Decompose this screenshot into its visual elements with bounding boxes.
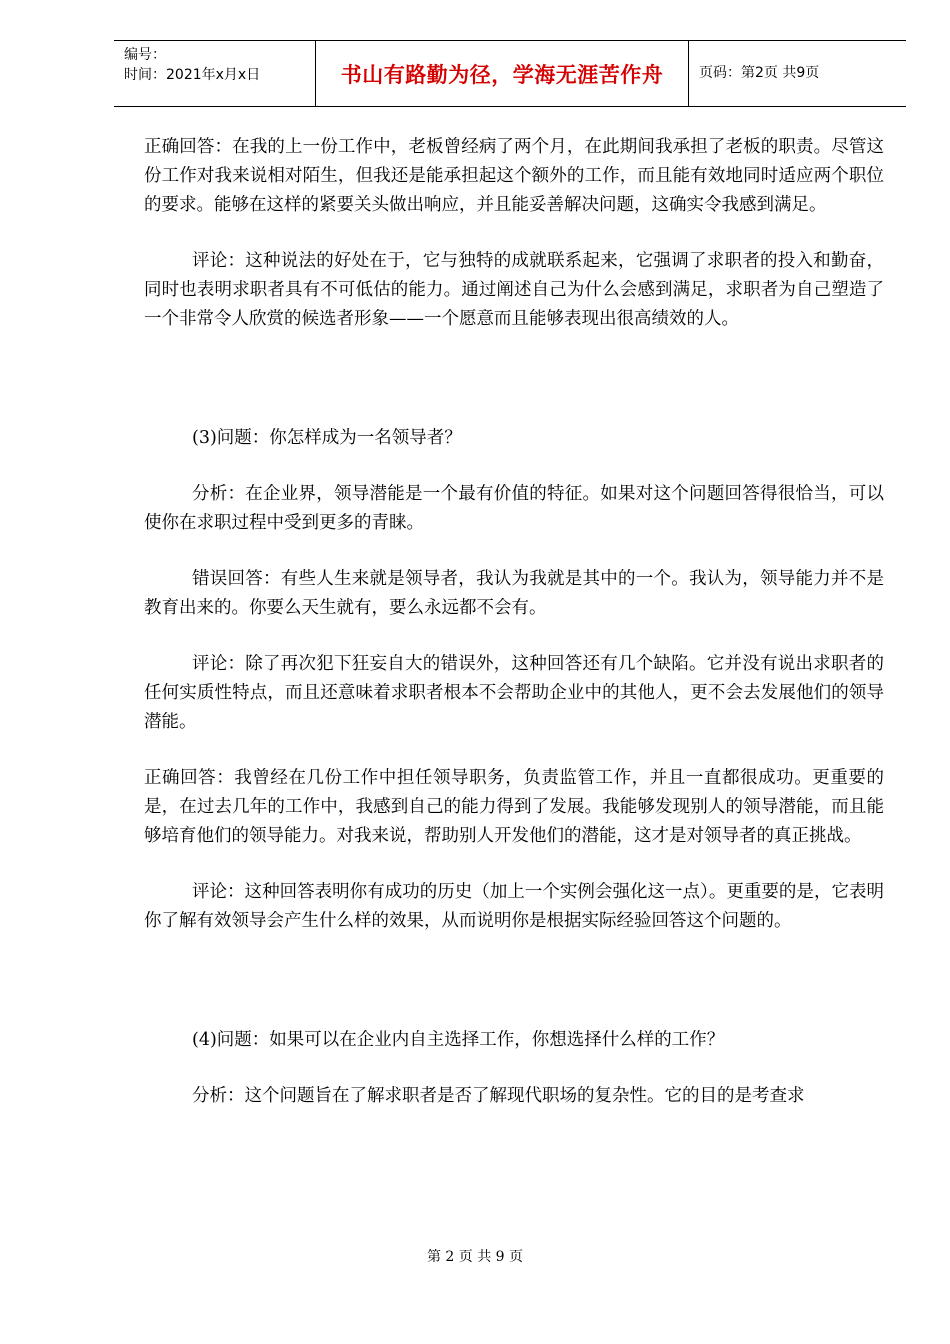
paragraph-comment-3b: 评论：这种回答表明你有成功的历史（加上一个实例会强化这一点）。更重要的是，它表明你了解有效领导会产生什么样的效果，从而说明你是根据实际经验回答这个问题的。 — [144, 882, 884, 931]
document-number-label: 编号： — [124, 47, 166, 63]
document-body — [144, 133, 884, 1111]
page-footer — [0, 1247, 950, 1267]
paragraph-question-3: (3)问题：你怎样成为一名领导者？ — [192, 428, 462, 448]
paragraph-correct-answer-3: 正确回答：我曾经在几份工作中担任领导职务，负责监管工作，并且一直都很成功。更重要的是，在过去几年的工作中，我感到自己的能力得到了发展。我能够发现别人的领导潜能，而且能够培育他们的领导能力。对我来说，帮助别人开发他们的潜能，这才是对领导者的真正挑战。 — [144, 768, 884, 846]
footer-page-number: 第 2 页 共 9 页 — [426, 1249, 524, 1265]
header-motto: 书山有路勤为径，学海无涯苦作舟 — [340, 63, 664, 87]
document-time-label: 时间：2021年x月x日 — [124, 67, 261, 83]
paragraph-wrong-answer-3: 错误回答：有些人生来就是领导者，我认为我就是其中的一个。我认为，领导能力并不是教育出来的。你要么天生就有，要么永远都不会有。 — [144, 569, 884, 618]
header-meta — [124, 45, 260, 85]
paragraph-analysis-3: 分析：在企业界，领导潜能是一个最有价值的特征。如果对这个问题回答得很恰当，可以使你在求职过程中受到更多的青睐。 — [144, 484, 884, 533]
page-header — [114, 40, 906, 107]
paragraph-correct-answer-1: 正确回答：在我的上一份工作中，老板曾经病了两个月，在此期间我承担了老板的职责。尽管这份工作对我来说相对陌生，但我还是能承担起这个额外的工作，而且能有效地同时适应两个职位的要求。能够在这样的紧要关头做出响应，并且能妥善解决问题，这确实令我感到满足。 — [144, 137, 884, 215]
header-motto-cell — [315, 41, 689, 107]
paragraph-analysis-4: 分析：这个问题旨在了解求职者是否了解现代职场的复杂性。它的目的是考查求 — [192, 1086, 805, 1106]
paragraph-comment-3a: 评论：除了再次犯下狂妄自大的错误外，这种回答还有几个缺陷。它并没有说出求职者的任何实质性特点，而且还意味着求职者根本不会帮助企业中的其他人，更不会去发展他们的领导潜能。 — [144, 654, 884, 732]
paragraph-question-4: (4)问题：如果可以在企业内自主选择工作，你想选择什么样的工作？ — [192, 1030, 725, 1050]
paragraph-comment-1: 评论：这种说法的好处在于，它与独特的成就联系起来，它强调了求职者的投入和勤奋，同时也表明求职者具有不可低估的能力。通过阐述自己为什么会感到满足，求职者为自己塑造了一个非常令人欣赏的候选者形象——一个愿意而且能够表现出很高绩效的人。 — [144, 251, 884, 329]
header-page-label: 页码：第2页 共9页 — [699, 65, 820, 81]
